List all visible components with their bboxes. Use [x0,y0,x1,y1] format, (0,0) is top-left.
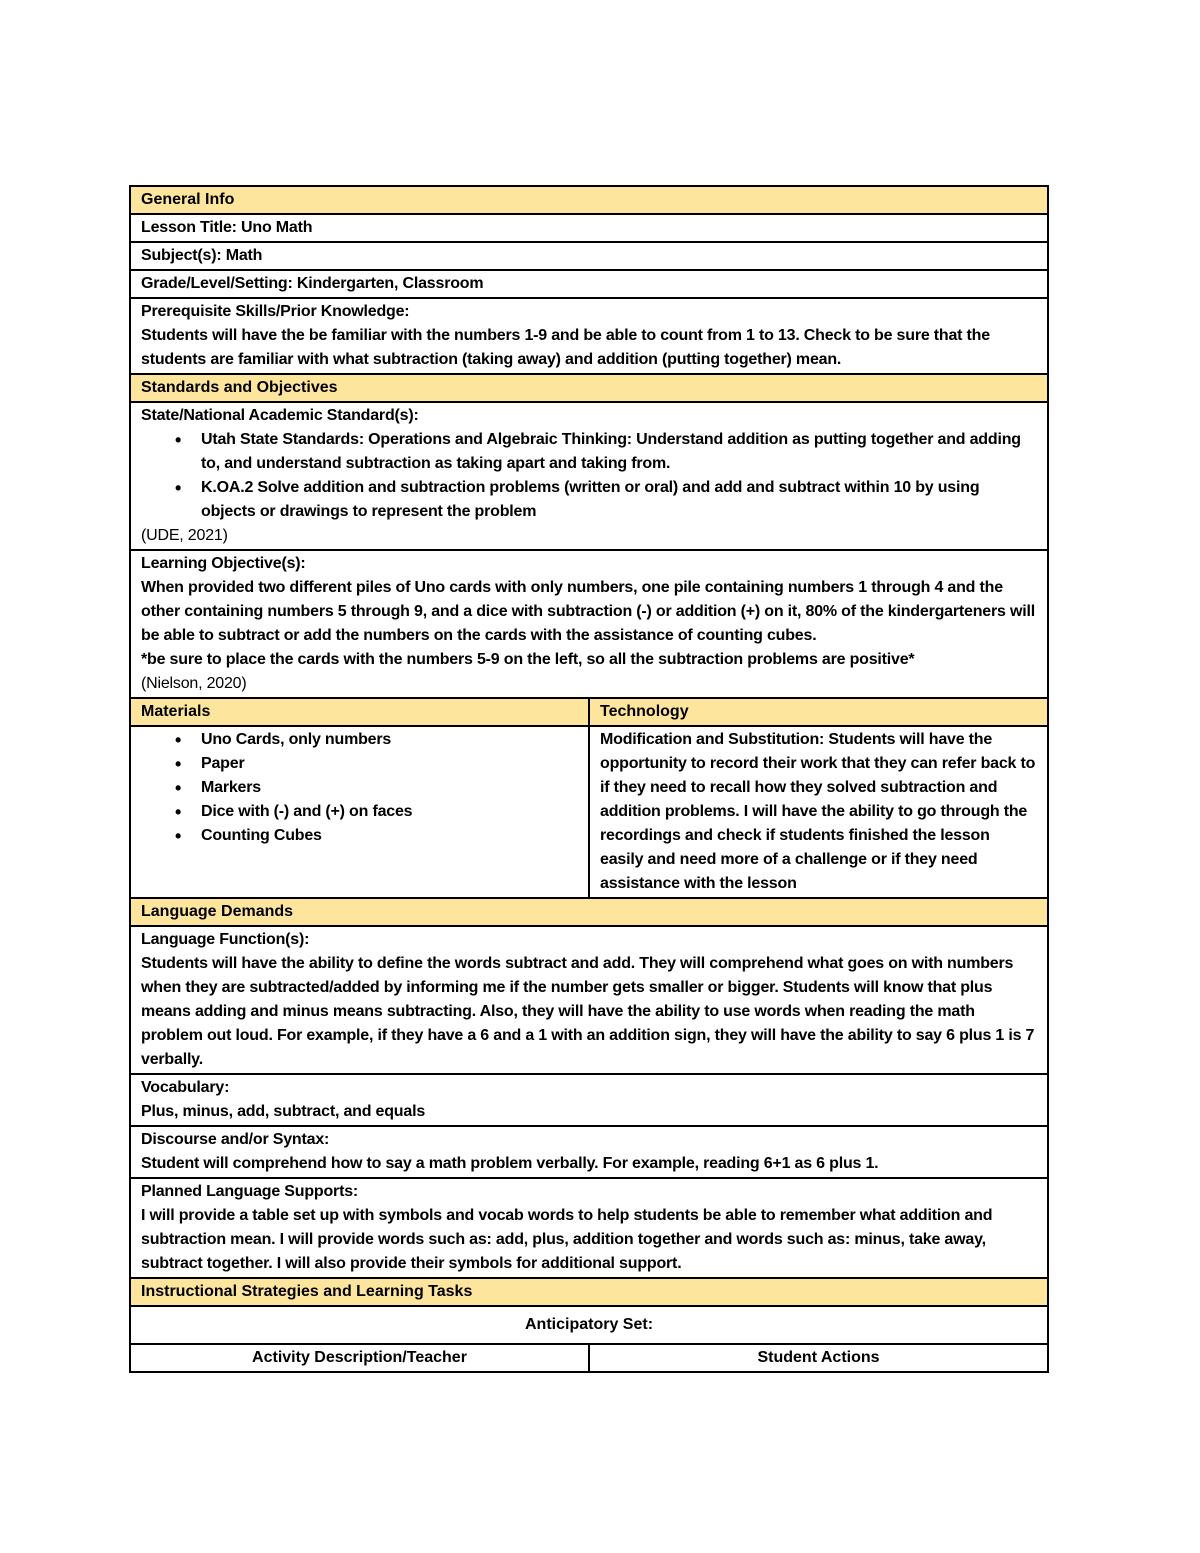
material-item: • Dice with (-) and (+) on faces [141,800,578,824]
standards-row [130,402,1048,550]
discourse-label: Discourse and/or Syntax: [141,1131,330,1148]
lesson-title: Lesson Title: Uno Math [130,214,1048,242]
standards-heading: Standards and Objectives [130,374,1048,402]
discourse-text: Student will comprehend how to say a math problem verbally. For example, reading 6+1 as 6 plus 1. [141,1155,879,1172]
subjects-row [130,242,1048,270]
standards-list [141,428,1037,524]
prerequisite-text: Students will have the be familiar with the numbers 1-9 and be able to count from 1 to 13. Check to be sure that the students are familiar with what subtraction (taking away) and addition (putting together) mean. [141,327,990,368]
language-function-cell [130,926,1048,1074]
language-function-text: Students will have the ability to define the words subtract and add. They will comprehend what goes on with numbers when they are subtracted/added by informing me if the number gets smaller or bigger. Students will know that plus means adding and minus means subtracting. Also, they will have the ability to use words when reading the math problem out loud. For example, if they have a 6 and a 1 with an addition sign, they will have the ability to say 6 plus 1 is 7 verbally. [141,955,1035,1068]
instruction-heading: Instructional Strategies and Learning Tasks [130,1278,1048,1306]
language-header-row [130,898,1048,926]
technology-heading: Technology [589,698,1048,726]
lesson-plan-table [129,185,1049,1373]
supports-text: I will provide a table set up with symbols and vocab words to help students be able to remember what addition and subtraction mean. I will provide words such as: add, plus, addition together and words such as: minus, take away, subtract together. I will also provide their symbols for additional support. [141,1207,993,1272]
standards-cell [130,402,1048,550]
general-info-header-row [130,186,1048,214]
materials-technology-row [130,726,1048,898]
objective-label: Learning Objective(s): [141,555,306,572]
discourse-cell [130,1126,1048,1178]
vocabulary-row [130,1074,1048,1126]
material-item: • Markers [141,776,578,800]
lesson-plan-document [129,185,1047,1373]
standards-header-row [130,374,1048,402]
prerequisite-row [130,298,1048,374]
general-info-heading: General Info [130,186,1048,214]
materials-cell [130,726,589,898]
teacher-column-header: Activity Description/Teacher [130,1344,589,1372]
prerequisite-cell [130,298,1048,374]
prerequisite-label: Prerequisite Skills/Prior Knowledge: [141,303,410,320]
language-heading: Language Demands [130,898,1048,926]
standards-label: State/National Academic Standard(s): [141,407,419,424]
subjects: Subject(s): Math [130,242,1048,270]
material-item: • Counting Cubes [141,824,578,848]
objective-citation: (Nielson, 2020) [141,675,247,692]
material-item: • Paper [141,752,578,776]
supports-row [130,1178,1048,1278]
technology-text: Modification and Substitution: Students will have the opportunity to record their work that they can refer back to if they need to recall how they solved subtraction and addition problems. I will have the ability to go through the recordings and check if students finished the lesson easily and need more of a challenge or if they need assistance with the lesson [589,726,1048,898]
materials-list [141,728,578,848]
materials-technology-header-row [130,698,1048,726]
vocabulary-text: Plus, minus, add, subtract, and equals [141,1103,426,1120]
objective-note: *be sure to place the cards with the numbers 5-9 on the left, so all the subtraction problems are positive* [141,651,915,668]
lesson-title-row [130,214,1048,242]
grade-row [130,270,1048,298]
grade-level-setting: Grade/Level/Setting: Kindergarten, Classroom [130,270,1048,298]
instruction-header-row [130,1278,1048,1306]
anticipatory-set: Anticipatory Set: [130,1306,1048,1344]
objective-cell [130,550,1048,698]
material-item: • Uno Cards, only numbers [141,728,578,752]
discourse-row [130,1126,1048,1178]
standard-item: • K.OA.2 Solve addition and subtraction problems (written or oral) and add and subtract within 10 by using objects or drawings to represent the problem [141,476,1037,524]
objective-row [130,550,1048,698]
materials-heading: Materials [130,698,589,726]
supports-label: Planned Language Supports: [141,1183,359,1200]
anticipatory-row [130,1306,1048,1344]
language-function-label: Language Function(s): [141,931,310,948]
student-column-header: Student Actions [589,1344,1048,1372]
supports-cell [130,1178,1048,1278]
language-function-row [130,926,1048,1074]
standard-item: • Utah State Standards: Operations and Algebraic Thinking: Understand addition as putting together and adding to, and understand subtraction as taking apart and taking from. [141,428,1037,476]
standards-citation: (UDE, 2021) [141,527,228,544]
vocabulary-cell [130,1074,1048,1126]
objective-text: When provided two different piles of Uno cards with only numbers, one pile containing numbers 1 through 4 and the other containing numbers 5 through 9, and a dice with subtraction (-) or addition (+) on it, 80% of the kindergarteners will be able to subtract or add the numbers on the cards with the assistance of counting cubes. [141,579,1035,644]
vocabulary-label: Vocabulary: [141,1079,230,1096]
activity-columns-row [130,1344,1048,1372]
